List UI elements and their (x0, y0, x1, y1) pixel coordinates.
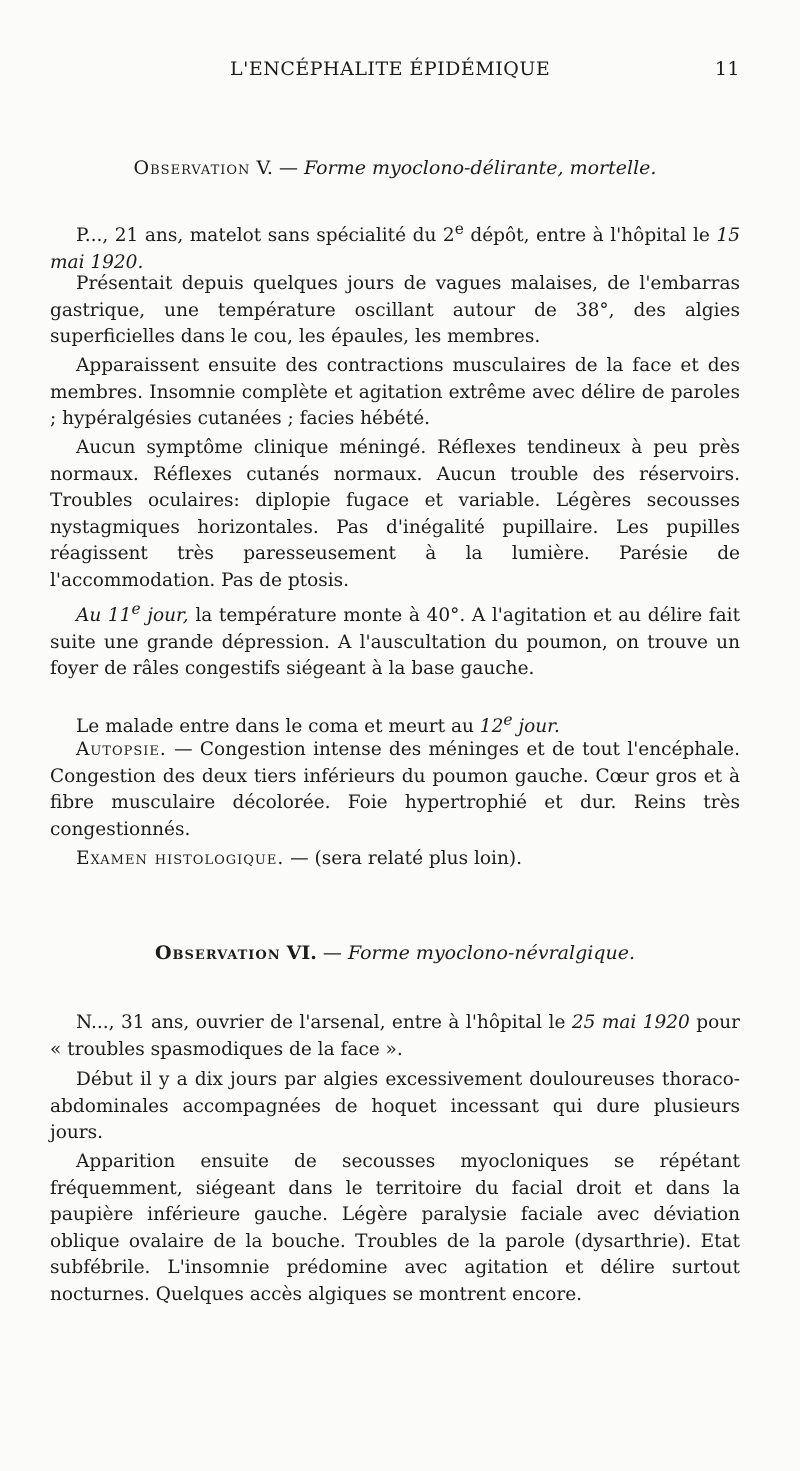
obs5-p6-day-b: jour. (512, 716, 560, 738)
observation-6-heading (50, 942, 740, 964)
observation-subtitle: Forme myoclono-délirante, mortelle. (304, 157, 657, 179)
obs5-paragraph-1 (50, 216, 740, 276)
obs5-paragraph-histology (50, 846, 740, 873)
running-header (50, 58, 740, 88)
obs5-p6-sup: e (503, 711, 513, 729)
observation-subtitle: Forme myoclono-névralgique. (347, 942, 636, 964)
obs5-p1-text: P..., 21 ans, matelot sans spécialité du 2 (76, 225, 455, 247)
histology-label: Examen histologique. (76, 848, 285, 869)
obs6-paragraph-2: Début il y a dix jours par algies excessivement douloureuses thoraco-abdominales accompagnées de hoquet incessant qui dure plusieurs jours. (50, 1069, 740, 1144)
observation-number: VI. (286, 942, 317, 964)
observation-5-heading (50, 157, 740, 179)
obs5-paragraph-3: Apparaissent ensuite des contractions musculaires de la face et des membres. Insomnie complète et agitation extrême avec délire de paroles ; hypéralgésies cutanées ; facies hébété. (50, 355, 740, 430)
obs5-paragraph-4: Aucun symptôme clinique méningé. Réflexes tendineux à peu près normaux. Réflexes cutanés normaux. Aucun trouble des réservoirs. Troubles oculaires: diplopie fugace et variable. Légères secousses nystagmiques horizontales. Pas d'inégalité pupillaire. Les pupilles réagissent très paresseusement à la lumière. Parésie de l'accommodation. Pas de ptosis. (50, 437, 740, 591)
autopsy-label: Autopsie. (76, 739, 167, 760)
running-title: L'ENCÉPHALITE ÉPIDÉMIQUE (230, 58, 551, 80)
obs5-p6-text: Le malade entre dans le coma et meurt au (76, 716, 480, 738)
obs5-p5-sup: e (131, 600, 141, 618)
obs5-admission-date: 15 mai 1920. (50, 225, 740, 273)
autopsy-text: — Congestion intense des méninges et de tout l'encéphale. Congestion des deux tiers inférieurs du poumon gauche. Cœur gros et à fibre musculaire décolorée. Foie hypertrophié et dur. Reins très congestionnés. (50, 739, 740, 840)
observation-number: V. (256, 157, 273, 179)
obs6-paragraph-3: Apparition ensuite de secousses myocloniques se répétant fréquemment, siégeant dans le territoire du facial droit et dans la paupière inférieure gauche. Légère paralysie faciale avec déviation oblique ovalaire de la bouche. Troubles de la parole (dysarthrie). Etat subfébrile. L'insomnie prédomine avec agitation et délire surtout nocturnes. Quelques accès algiques se montrent encore. (50, 1151, 740, 1305)
obs6-admission-date: 25 mai 1920 (571, 1012, 690, 1033)
heading-dash: — (322, 942, 342, 964)
histology-text: — (sera relaté plus loin). (284, 848, 522, 869)
page-number: 11 (714, 58, 740, 80)
obs6-p1-text-b: pour « troubles spasmodiques de la face ». (50, 1012, 741, 1060)
obs5-p1-sup: e (454, 220, 464, 238)
observation-label: Observation (133, 157, 251, 179)
obs5-paragraph-6 (50, 707, 740, 741)
obs5-paragraph-2: Présentait depuis quelques jours de vagues malaises, de l'embarras gastrique, une température oscillant autour de 38°, des algies superficielles dans le cou, les épaules, les membres. (50, 273, 740, 348)
obs5-p5-day: Au 11 (76, 605, 132, 627)
obs5-p6-day: 12 (479, 716, 504, 738)
obs5-paragraph-5 (50, 596, 740, 683)
obs5-paragraph-autopsy (50, 737, 740, 843)
heading-dash: — (278, 157, 298, 179)
obs5-p5-day-b: jour, (140, 605, 189, 627)
obs6-p1-text: N..., 31 ans, ouvrier de l'arsenal, entre à l'hôpital le (76, 1012, 572, 1033)
obs5-p1-text-b: dépôt, entre à l'hôpital le (463, 225, 717, 247)
obs5-p5-text: la température monte à 40°. A l'agitation et au délire fait suite une grande dépression. A l'auscultation du poumon, on trouve un foyer de râles congestifs siégeant à la base gauche. (50, 605, 740, 680)
obs6-paragraph-1 (50, 1010, 740, 1063)
observation-label: Observation (154, 942, 281, 964)
